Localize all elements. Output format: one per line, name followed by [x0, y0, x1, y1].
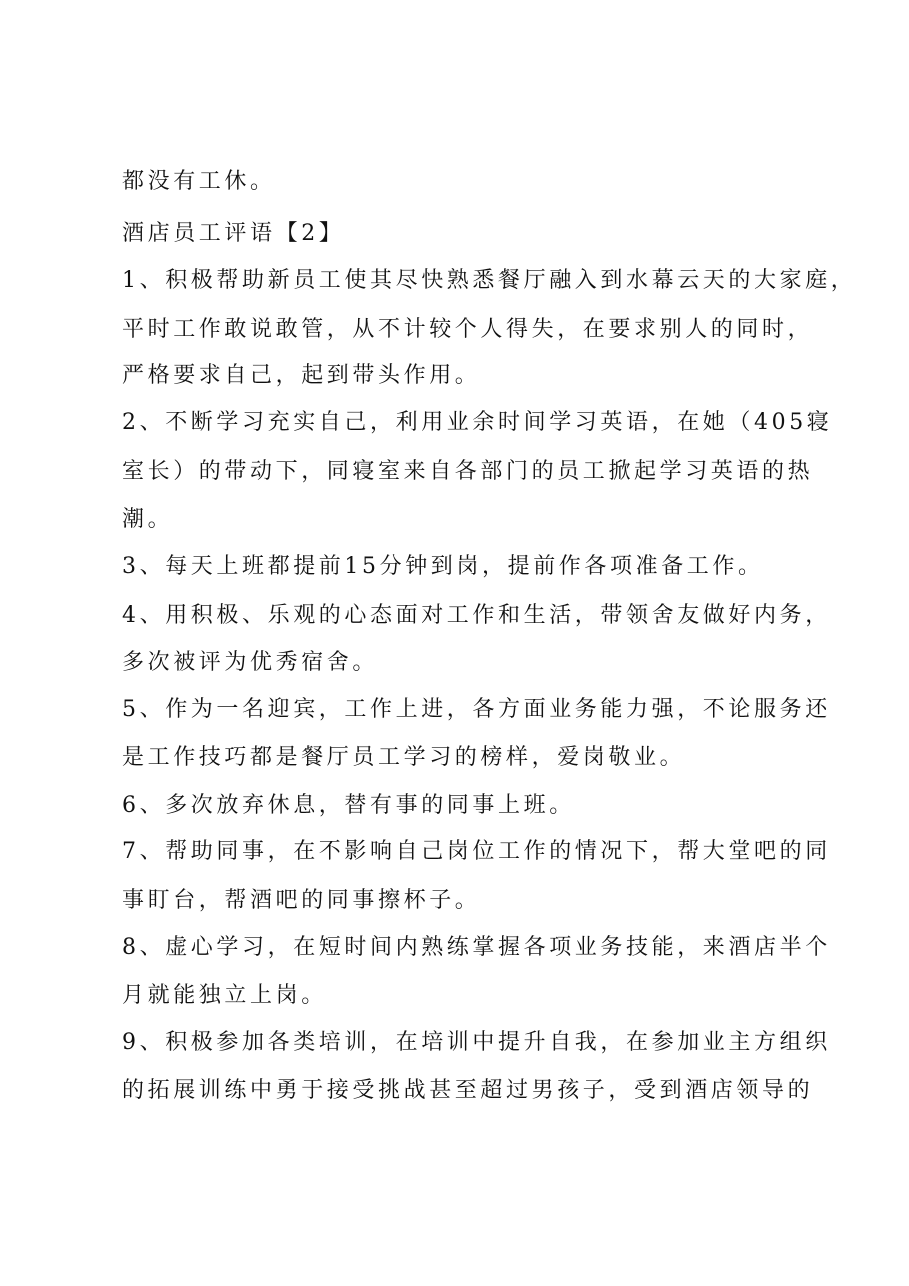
text-line: 1、积极帮助新员工使其尽快熟悉餐厅融入到水幕云天的大家庭，	[122, 268, 857, 293]
text-line: 7、帮助同事，在不影响自己岗位工作的情况下，帮大堂吧的同	[122, 839, 831, 864]
text-line: 平时工作敢说敢管，从不计较个人得失，在要求别人的同时，	[122, 317, 814, 342]
text-line: 月就能独立上岗。	[122, 983, 327, 1008]
text-line: 是工作技巧都是餐厅员工学习的榜样，爱岗敬业。	[122, 745, 686, 770]
text-line: 室长）的带动下，同寝室来自各部门的员工掀起学习英语的热	[122, 459, 814, 484]
text-line: 5、作为一名迎宾，工作上进，各方面业务能力强，不论服务还	[122, 697, 831, 722]
text-line: 严格要求自己，起到带头作用。	[122, 363, 481, 388]
text-line: 的拓展训练中勇于接受挑战甚至超过男孩子，受到酒店领导的	[122, 1078, 814, 1103]
text-line: 4、用积极、乐观的心态面对工作和生活，带领舍友做好内务，	[122, 603, 831, 628]
text-line: 2、不断学习充实自己，利用业余时间学习英语，在她（405寝	[122, 410, 833, 435]
text-line: 事盯台，帮酒吧的同事擦杯子。	[122, 888, 481, 913]
text-line: 都没有工休。	[122, 169, 276, 194]
text-line: 8、虚心学习，在短时间内熟练掌握各项业务技能，来酒店半个	[122, 935, 831, 960]
text-line: 3、每天上班都提前15分钟到岗，提前作各项准备工作。	[122, 554, 764, 579]
text-line: 9、积极参加各类培训，在培训中提升自我，在参加业主方组织	[122, 1030, 831, 1055]
text-line: 潮。	[122, 507, 174, 532]
section-heading: 酒店员工评语【2】	[122, 221, 345, 246]
text-line: 多次被评为优秀宿舍。	[122, 650, 379, 675]
text-line: 6、多次放弃休息，替有事的同事上班。	[122, 793, 575, 818]
